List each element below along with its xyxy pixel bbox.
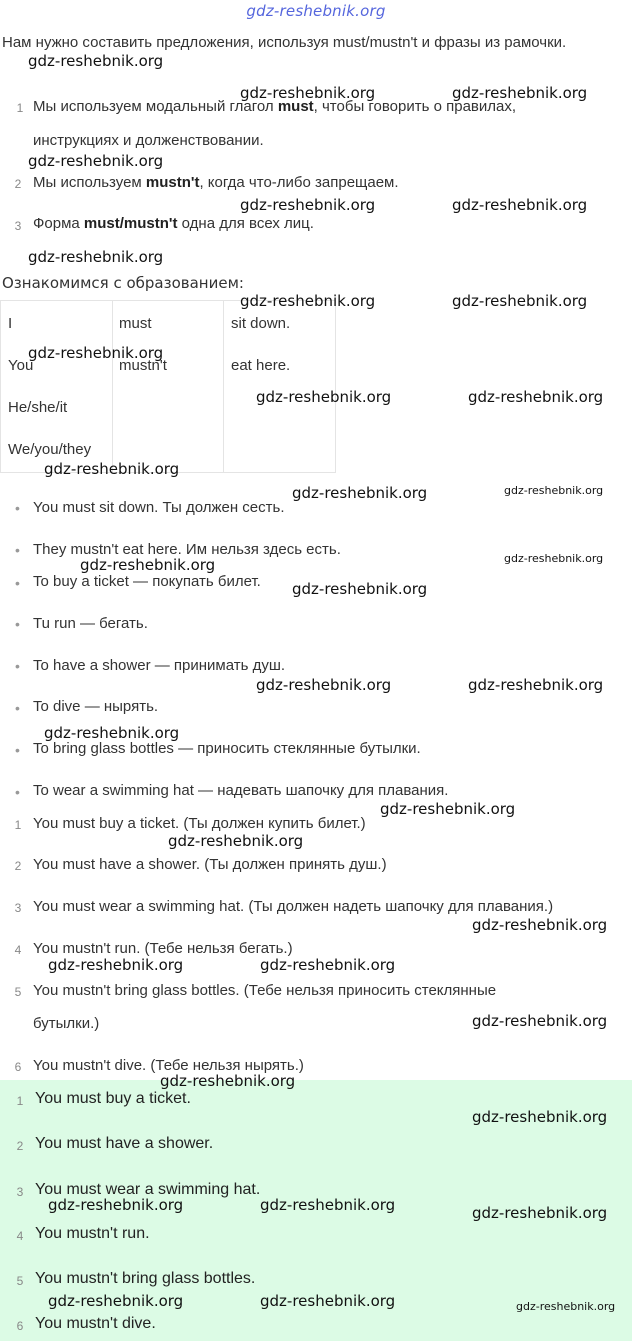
bullet-dot: • — [15, 784, 20, 800]
bullet-dot: • — [15, 616, 20, 632]
table-cell: eat here. — [231, 357, 291, 374]
watermark: gdz-reshebnik.org — [292, 580, 428, 598]
watermark: gdz-reshebnik.org — [260, 1196, 396, 1214]
watermark: gdz-reshebnik.org — [44, 724, 180, 742]
rule-text: инструкциях и долженствовании. — [33, 132, 264, 149]
watermark: gdz-reshebnik.org — [472, 916, 608, 934]
bullet-item: Tu run — бегать. — [33, 615, 148, 632]
bullet-item: To buy a ticket — покупать билет. — [33, 573, 261, 590]
table-cell: We/you/they — [8, 441, 92, 458]
rule-text: Мы используем модальный глагол must, чтобы говорить о правилах, — [33, 98, 517, 115]
answer-number: 2 — [16, 1139, 24, 1153]
bullet-item: To wear a swimming hat — надевать шапочку для плавания. — [33, 782, 449, 799]
watermark: gdz-reshebnik.org — [240, 292, 376, 310]
intro-text: Нам нужно составить предложения, используя must/mustn't и фразы из рамочки. — [2, 34, 567, 51]
watermark: gdz-reshebnik.org — [452, 196, 588, 214]
bullet-dot: • — [15, 742, 20, 758]
translated-sentence: You must have a shower. (Ты должен принять душ.) — [33, 856, 387, 873]
bullet-dot: • — [15, 575, 20, 591]
bullet-item: To have a shower — принимать душ. — [33, 657, 286, 674]
answer-number: 5 — [16, 1274, 24, 1288]
watermark: gdz-reshebnik.org — [168, 832, 304, 850]
watermark: gdz-reshebnik.org — [472, 1108, 608, 1126]
table-cell: He/she/it — [8, 399, 68, 416]
site-title[interactable]: gdz-reshebnik.org — [246, 2, 386, 20]
watermark: gdz-reshebnik.org — [472, 1012, 608, 1030]
answer-sentence: You must have a shower. — [35, 1135, 214, 1152]
watermark: gdz-reshebnik.org — [472, 1204, 608, 1222]
translated-sentence: You mustn't bring glass bottles. (Тебе нельзя приносить стеклянные — [33, 982, 497, 999]
answer-sentence: You mustn't run. — [35, 1225, 150, 1242]
watermark: gdz-reshebnik.org — [28, 248, 164, 266]
sentence-number: 1 — [14, 818, 22, 832]
bullet-item: They mustn't eat here. Им нельзя здесь есть. — [33, 541, 341, 558]
watermark: gdz-reshebnik.org — [48, 1196, 184, 1214]
answer-number: 4 — [16, 1229, 24, 1243]
watermark: gdz-reshebnik.org — [260, 956, 396, 974]
answer-sentence: You mustn't dive. — [35, 1315, 156, 1332]
watermark: gdz-reshebnik.org — [48, 956, 184, 974]
table-cell: must — [119, 315, 152, 332]
bullet-dot: • — [15, 500, 20, 516]
sentence-number: 5 — [14, 985, 22, 999]
bullet-dot: • — [15, 542, 20, 558]
rule-number: 1 — [16, 101, 24, 115]
rule-text: Форма must/mustn't одна для всех лиц. — [33, 215, 314, 232]
answer-number: 3 — [16, 1185, 24, 1199]
rule-number: 3 — [14, 219, 22, 233]
sentence-number: 2 — [14, 859, 22, 873]
sentence-number: 3 — [14, 901, 22, 915]
sentence-number: 6 — [14, 1060, 22, 1074]
watermark: gdz-reshebnik.org — [380, 800, 516, 818]
answer-number: 1 — [16, 1094, 24, 1108]
answer-sentence: You must wear a swimming hat. — [35, 1181, 261, 1198]
watermark: gdz-reshebnik.org — [28, 152, 164, 170]
table-cell: mustn't — [119, 357, 167, 374]
watermark: gdz-reshebnik.org — [504, 484, 604, 497]
watermark: gdz-reshebnik.org — [28, 52, 164, 70]
watermark: gdz-reshebnik.org — [516, 1300, 616, 1313]
watermark: gdz-reshebnik.org — [292, 484, 428, 502]
answer-sentence: You must buy a ticket. — [35, 1090, 191, 1107]
watermark: gdz-reshebnik.org — [260, 1292, 396, 1310]
watermark: gdz-reshebnik.org — [28, 344, 164, 362]
answer-number: 6 — [16, 1319, 24, 1333]
watermark: gdz-reshebnik.org — [468, 388, 604, 406]
watermark: gdz-reshebnik.org — [240, 196, 376, 214]
formation-title: Ознакомимся с образованием: — [2, 274, 244, 292]
bullet-item: To bring glass bottles — приносить стеклянные бутылки. — [33, 740, 421, 757]
bullet-item: To dive — нырять. — [33, 698, 159, 715]
bullet-item: You must sit down. Ты должен сесть. — [33, 499, 285, 516]
bullet-dot: • — [15, 700, 20, 716]
watermark: gdz-reshebnik.org — [452, 292, 588, 310]
watermark: gdz-reshebnik.org — [468, 676, 604, 694]
bullet-dot: • — [15, 658, 20, 674]
translated-sentence: бутылки.) — [33, 1015, 100, 1032]
watermark: gdz-reshebnik.org — [44, 460, 180, 478]
watermark: gdz-reshebnik.org — [256, 388, 392, 406]
watermark: gdz-reshebnik.org — [256, 676, 392, 694]
rule-number: 2 — [14, 177, 22, 191]
watermark: gdz-reshebnik.org — [240, 84, 376, 102]
answer-sentence: You mustn't bring glass bottles. — [35, 1270, 256, 1287]
translated-sentence: You must wear a swimming hat. (Ты должен надеть шапочку для плавания.) — [33, 898, 554, 915]
watermark: gdz-reshebnik.org — [48, 1292, 184, 1310]
watermark: gdz-reshebnik.org — [80, 556, 216, 574]
watermark: gdz-reshebnik.org — [452, 84, 588, 102]
table-cell: I — [8, 315, 13, 332]
table-cell: You — [8, 357, 34, 374]
watermark: gdz-reshebnik.org — [160, 1072, 296, 1090]
rule-text: Мы используем mustn't, когда что-либо запрещаем. — [33, 174, 399, 191]
translated-sentence: You mustn't run. (Тебе нельзя бегать.) — [33, 940, 293, 957]
translated-sentence: You must buy a ticket. (Ты должен купить билет.) — [33, 815, 366, 832]
watermark: gdz-reshebnik.org — [504, 552, 604, 565]
translated-sentence: You mustn't dive. (Тебе нельзя нырять.) — [33, 1057, 304, 1074]
table-cell: sit down. — [231, 315, 291, 332]
sentence-number: 4 — [14, 943, 22, 957]
